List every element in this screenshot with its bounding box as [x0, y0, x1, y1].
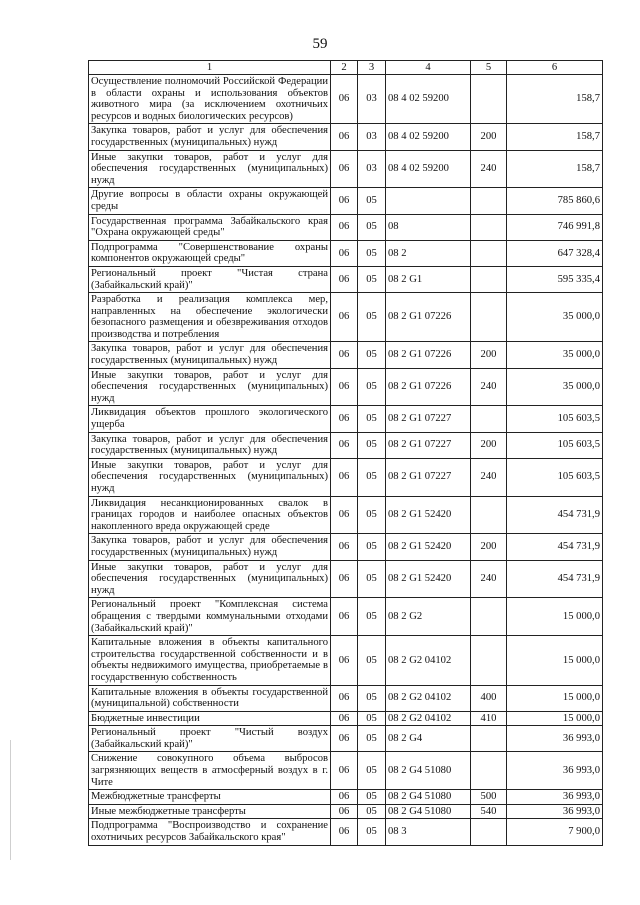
row-amount: 35 000,0	[507, 368, 603, 406]
row-expense-type	[471, 406, 507, 432]
row-amount: 746 991,8	[507, 214, 603, 240]
row-section: 06	[331, 752, 358, 790]
row-section: 06	[331, 214, 358, 240]
table-row	[89, 685, 603, 711]
row-target-code: 08 4 02 59200	[386, 150, 471, 188]
row-subsection: 05	[358, 598, 386, 636]
table-row	[89, 534, 603, 560]
header-col-6: 6	[507, 61, 603, 75]
row-amount: 15 000,0	[507, 636, 603, 685]
row-expense-type: 240	[471, 150, 507, 188]
row-section: 06	[331, 342, 358, 368]
row-amount: 158,7	[507, 75, 603, 124]
table-row	[89, 726, 603, 752]
table-row	[89, 124, 603, 150]
row-target-code: 08 2	[386, 240, 471, 266]
row-name: Снижение совокупного объема выбросов загрязняющих веществ в атмосферный воздух в г. Чите	[89, 752, 331, 790]
row-expense-type	[471, 726, 507, 752]
row-name: Подпрограмма "Совершенствование охраны компонентов окружающей среды"	[89, 240, 331, 266]
row-amount: 647 328,4	[507, 240, 603, 266]
row-name: Закупка товаров, работ и услуг для обеспечения государственных (муниципальных) нужд	[89, 342, 331, 368]
row-section: 06	[331, 368, 358, 406]
row-expense-type	[471, 75, 507, 124]
table-row	[89, 752, 603, 790]
row-section: 06	[331, 406, 358, 432]
row-target-code: 08 2 G1 52420	[386, 560, 471, 598]
scan-margin-line	[10, 740, 11, 860]
row-name: Бюджетные инвестиции	[89, 711, 331, 726]
row-subsection: 05	[358, 214, 386, 240]
row-subsection: 05	[358, 240, 386, 266]
row-expense-type	[471, 266, 507, 292]
row-target-code: 08 2 G2 04102	[386, 685, 471, 711]
row-subsection: 05	[358, 726, 386, 752]
table-row	[89, 432, 603, 458]
row-expense-type	[471, 188, 507, 214]
row-expense-type	[471, 496, 507, 534]
row-expense-type	[471, 214, 507, 240]
row-section: 06	[331, 685, 358, 711]
row-section: 06	[331, 804, 358, 819]
row-section: 06	[331, 240, 358, 266]
row-target-code: 08	[386, 214, 471, 240]
row-target-code: 08 2 G1 07226	[386, 293, 471, 342]
row-expense-type: 410	[471, 711, 507, 726]
row-target-code	[386, 188, 471, 214]
table-row	[89, 293, 603, 342]
row-amount: 7 900,0	[507, 819, 603, 845]
row-amount: 15 000,0	[507, 598, 603, 636]
row-subsection: 03	[358, 150, 386, 188]
table-row	[89, 636, 603, 685]
header-col-2: 2	[331, 61, 358, 75]
row-amount: 158,7	[507, 124, 603, 150]
header-col-1: 1	[89, 61, 331, 75]
row-target-code: 08 2 G1 07227	[386, 432, 471, 458]
row-target-code: 08 2 G1 07227	[386, 406, 471, 432]
row-section: 06	[331, 458, 358, 496]
table-row	[89, 598, 603, 636]
table-row	[89, 711, 603, 726]
row-amount: 36 993,0	[507, 804, 603, 819]
row-section: 06	[331, 432, 358, 458]
row-expense-type: 540	[471, 804, 507, 819]
row-subsection: 05	[358, 342, 386, 368]
row-name: Ликвидация несанкционированных свалок в границах городов и наиболее опасных объектов накопленного вреда окружающей среде	[89, 496, 331, 534]
row-name: Региональный проект "Чистый воздух (Забайкальский край)"	[89, 726, 331, 752]
row-target-code: 08 2 G2 04102	[386, 636, 471, 685]
table-row	[89, 368, 603, 406]
table-row	[89, 188, 603, 214]
row-target-code: 08 4 02 59200	[386, 75, 471, 124]
row-subsection: 05	[358, 534, 386, 560]
row-name: Закупка товаров, работ и услуг для обеспечения государственных (муниципальных) нужд	[89, 124, 331, 150]
row-name: Другие вопросы в области охраны окружающей среды	[89, 188, 331, 214]
row-target-code: 08 2 G1 52420	[386, 496, 471, 534]
table-row	[89, 790, 603, 805]
row-section: 06	[331, 819, 358, 845]
row-expense-type	[471, 598, 507, 636]
row-subsection: 03	[358, 124, 386, 150]
row-section: 06	[331, 560, 358, 598]
table-row	[89, 214, 603, 240]
budget-table	[88, 60, 603, 846]
row-target-code: 08 2 G4 51080	[386, 790, 471, 805]
row-name: Капитальные вложения в объекты государственной (муниципальной) собственности	[89, 685, 331, 711]
row-target-code: 08 2 G1 07226	[386, 368, 471, 406]
row-name: Подпрограмма "Воспроизводство и сохранение охотничьих ресурсов Забайкальского края"	[89, 819, 331, 845]
header-col-4: 4	[386, 61, 471, 75]
row-expense-type	[471, 240, 507, 266]
row-target-code: 08 2 G1 07227	[386, 458, 471, 496]
row-subsection: 05	[358, 685, 386, 711]
row-target-code: 08 2 G1	[386, 266, 471, 292]
header-col-5: 5	[471, 61, 507, 75]
row-name: Ликвидация объектов прошлого экологического ущерба	[89, 406, 331, 432]
row-section: 06	[331, 266, 358, 292]
table-row	[89, 560, 603, 598]
table-body	[89, 75, 603, 846]
row-amount: 454 731,9	[507, 496, 603, 534]
row-amount: 35 000,0	[507, 342, 603, 368]
table-row	[89, 266, 603, 292]
row-name: Закупка товаров, работ и услуг для обеспечения государственных (муниципальных) нужд	[89, 432, 331, 458]
row-section: 06	[331, 636, 358, 685]
table-row	[89, 804, 603, 819]
row-subsection: 05	[358, 636, 386, 685]
row-section: 06	[331, 496, 358, 534]
row-subsection: 05	[358, 711, 386, 726]
row-target-code: 08 4 02 59200	[386, 124, 471, 150]
row-amount: 36 993,0	[507, 726, 603, 752]
row-subsection: 05	[358, 266, 386, 292]
row-name: Закупка товаров, работ и услуг для обеспечения государственных (муниципальных) нужд	[89, 534, 331, 560]
table-row	[89, 458, 603, 496]
row-target-code: 08 2 G4	[386, 726, 471, 752]
row-expense-type: 200	[471, 124, 507, 150]
row-subsection: 05	[358, 432, 386, 458]
row-expense-type: 200	[471, 342, 507, 368]
row-expense-type: 240	[471, 560, 507, 598]
row-name: Межбюджетные трансферты	[89, 790, 331, 805]
row-amount: 785 860,6	[507, 188, 603, 214]
row-section: 06	[331, 598, 358, 636]
row-subsection: 05	[358, 560, 386, 598]
row-target-code: 08 2 G4 51080	[386, 804, 471, 819]
row-subsection: 05	[358, 293, 386, 342]
row-amount: 454 731,9	[507, 560, 603, 598]
row-section: 06	[331, 790, 358, 805]
row-amount: 36 993,0	[507, 790, 603, 805]
row-amount: 36 993,0	[507, 752, 603, 790]
row-expense-type: 500	[471, 790, 507, 805]
row-section: 06	[331, 75, 358, 124]
table-row	[89, 240, 603, 266]
row-section: 06	[331, 726, 358, 752]
row-subsection: 05	[358, 804, 386, 819]
row-subsection: 03	[358, 75, 386, 124]
row-subsection: 05	[358, 188, 386, 214]
row-target-code: 08 2 G2	[386, 598, 471, 636]
row-expense-type: 240	[471, 368, 507, 406]
row-name: Региональный проект "Комплексная система обращения с твердыми коммунальными отходами (Забайкальский край)"	[89, 598, 331, 636]
table-row	[89, 342, 603, 368]
row-amount: 105 603,5	[507, 406, 603, 432]
row-expense-type	[471, 752, 507, 790]
row-amount: 105 603,5	[507, 432, 603, 458]
table-row	[89, 75, 603, 124]
row-section: 06	[331, 534, 358, 560]
table-row	[89, 406, 603, 432]
row-expense-type: 240	[471, 458, 507, 496]
row-name: Разработка и реализация комплекса мер, направленных на обеспечение экологически безопасного размещения и обезвреживания отходов производства и потребления	[89, 293, 331, 342]
row-name: Иные закупки товаров, работ и услуг для обеспечения государственных (муниципальных) нужд	[89, 560, 331, 598]
row-name: Осуществление полномочий Российской Федерации в области охраны и использования объектов животного мира (за исключением охотничьих ресурсов и водных биологических ресурсов)	[89, 75, 331, 124]
row-expense-type	[471, 819, 507, 845]
row-expense-type: 400	[471, 685, 507, 711]
row-target-code: 08 2 G1 07226	[386, 342, 471, 368]
header-row	[89, 61, 603, 75]
table-row	[89, 819, 603, 845]
page-number: 59	[312, 36, 328, 52]
row-section: 06	[331, 150, 358, 188]
row-subsection: 05	[358, 819, 386, 845]
row-subsection: 05	[358, 790, 386, 805]
row-amount: 595 335,4	[507, 266, 603, 292]
row-subsection: 05	[358, 752, 386, 790]
row-name: Капитальные вложения в объекты капитального строительства государственной собственности и в объекты недвижимого имущества, приобретаемые в государственную собственность	[89, 636, 331, 685]
row-target-code: 08 3	[386, 819, 471, 845]
table-row	[89, 496, 603, 534]
row-amount: 35 000,0	[507, 293, 603, 342]
row-target-code: 08 2 G1 52420	[386, 534, 471, 560]
row-expense-type: 200	[471, 432, 507, 458]
row-subsection: 05	[358, 406, 386, 432]
row-target-code: 08 2 G2 04102	[386, 711, 471, 726]
row-section: 06	[331, 124, 358, 150]
row-amount: 454 731,9	[507, 534, 603, 560]
row-name: Иные закупки товаров, работ и услуг для обеспечения государственных (муниципальных) нужд	[89, 368, 331, 406]
row-target-code: 08 2 G4 51080	[386, 752, 471, 790]
row-name: Иные закупки товаров, работ и услуг для обеспечения государственных (муниципальных) нужд	[89, 458, 331, 496]
row-subsection: 05	[358, 458, 386, 496]
table-row	[89, 150, 603, 188]
row-amount: 15 000,0	[507, 711, 603, 726]
row-section: 06	[331, 711, 358, 726]
row-subsection: 05	[358, 368, 386, 406]
row-name: Иные закупки товаров, работ и услуг для обеспечения государственных (муниципальных) нужд	[89, 150, 331, 188]
row-name: Региональный проект "Чистая страна (Забайкальский край)"	[89, 266, 331, 292]
row-expense-type: 200	[471, 534, 507, 560]
row-expense-type	[471, 636, 507, 685]
row-amount: 15 000,0	[507, 685, 603, 711]
row-expense-type	[471, 293, 507, 342]
row-section: 06	[331, 188, 358, 214]
row-subsection: 05	[358, 496, 386, 534]
row-amount: 105 603,5	[507, 458, 603, 496]
row-section: 06	[331, 293, 358, 342]
row-amount: 158,7	[507, 150, 603, 188]
row-name: Государственная программа Забайкальского края "Охрана окружающей среды"	[89, 214, 331, 240]
row-name: Иные межбюджетные трансферты	[89, 804, 331, 819]
header-col-3: 3	[358, 61, 386, 75]
